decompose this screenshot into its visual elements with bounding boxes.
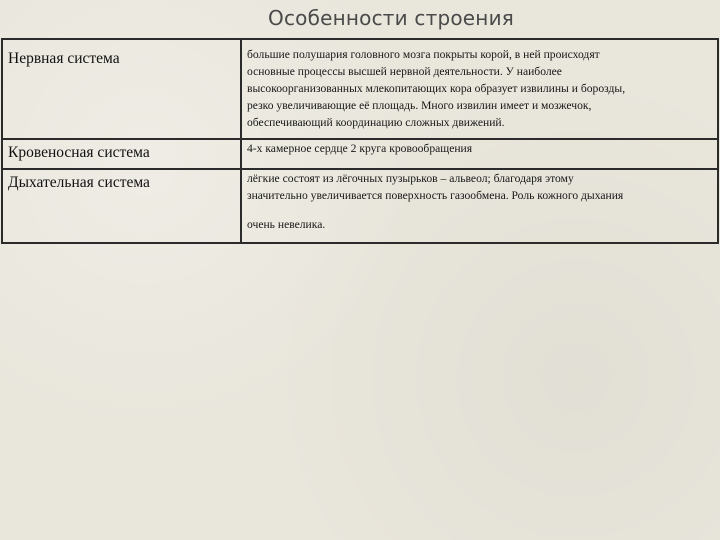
line-spacer [247, 204, 711, 216]
table-row-circulatory-system [2, 139, 718, 169]
description-line: 4-х камерное сердце 2 круга кровообращения [247, 142, 473, 155]
description-cell [241, 139, 718, 169]
description-line: высокоорганизованных млекопитающих кора образует извилины и борозды, [247, 82, 626, 95]
description-line: большие полушария головного мозга покрыты корой, в ней происходят [247, 48, 600, 61]
system-name-cell: Дыхательная система [2, 169, 241, 243]
description-line: основные процессы высшей нервной деятельности. У наиболее [247, 65, 562, 78]
description-cell [241, 39, 718, 139]
table-row-respiratory-system [2, 169, 718, 243]
system-name-cell: Нервная система [2, 39, 241, 139]
description-line: очень невелика. [247, 218, 326, 231]
description-cell [241, 169, 718, 243]
features-table [1, 38, 719, 244]
system-name-cell: Кровеносная система [2, 139, 241, 169]
description-line: обеспечивающий координацию сложных движений. [247, 116, 505, 129]
table-row-nervous-system [2, 39, 718, 139]
description-line: резко увеличивающие её площадь. Много извилин имеет и мозжечок, [247, 99, 592, 112]
description-line: лёгкие состоят из лёгочных пузырьков – альвеол; благодаря этому [247, 172, 574, 185]
slide-title: Особенности строения [268, 6, 514, 30]
description-line: значительно увеличивается поверхность газообмена. Роль кожного дыхания [247, 189, 624, 202]
